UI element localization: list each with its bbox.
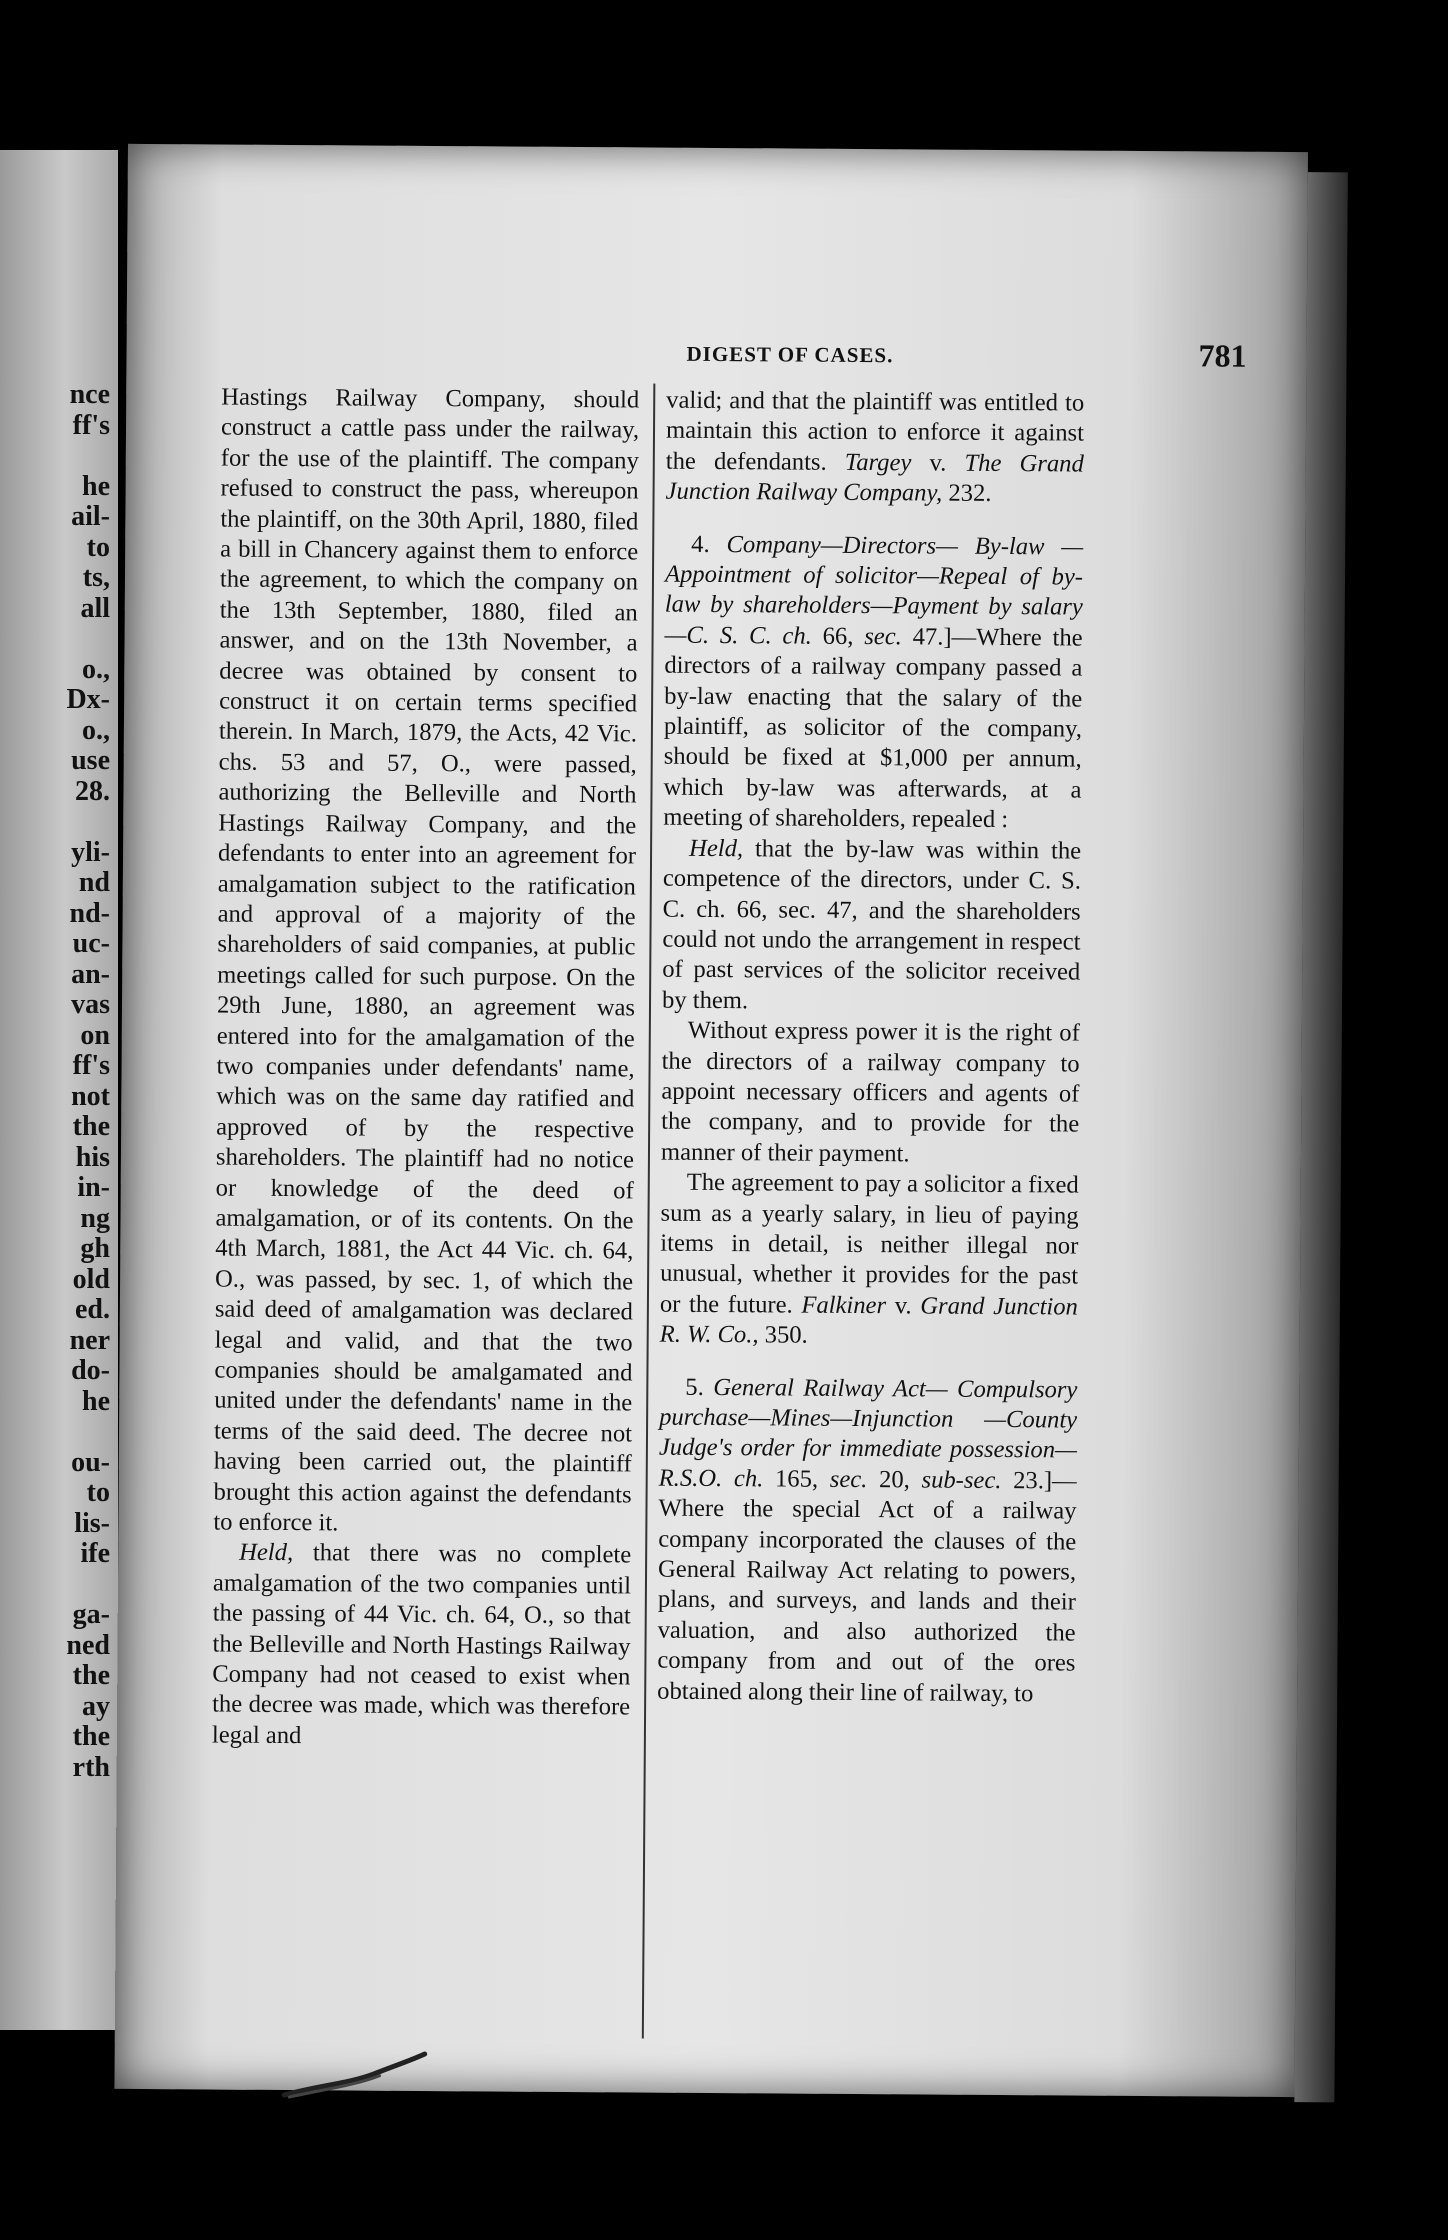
- section-4-heading: [663, 529, 1083, 836]
- facing-page-line: ner: [69, 1324, 110, 1356]
- held-label: Held,: [689, 834, 744, 862]
- case-name: The Grand Junction Railway Company,: [665, 449, 1084, 507]
- versus: v.: [885, 1291, 921, 1320]
- facing-page-line: o.,: [82, 714, 110, 746]
- case-name: Falkiner: [801, 1291, 887, 1319]
- facing-page-line: old: [72, 1263, 110, 1295]
- page-edge: [1294, 172, 1347, 2102]
- facing-page-line: vas: [71, 989, 110, 1020]
- section-number: 5.: [685, 1373, 714, 1401]
- facing-page-line: nce: [69, 379, 110, 410]
- facing-page-line: nd-: [69, 897, 110, 929]
- versus: v.: [911, 449, 965, 477]
- facing-page-line: not: [71, 1080, 110, 1112]
- facing-page-line: use: [71, 745, 110, 776]
- held-paragraph: [212, 1538, 631, 1754]
- facing-page-line: he: [82, 1385, 110, 1417]
- facing-page-line: his: [75, 1141, 110, 1173]
- column-divider: [642, 384, 656, 2039]
- facing-page-line: ife: [80, 1538, 110, 1569]
- facing-page-line: to: [86, 531, 110, 563]
- facing-page-line: nd: [78, 867, 110, 898]
- section-4-paragraph: [660, 1168, 1079, 1353]
- facing-page-line: ned: [66, 1629, 110, 1661]
- case-page: 350.: [758, 1321, 808, 1349]
- facing-page-line: the: [72, 1721, 110, 1752]
- facing-page-line: gh: [80, 1233, 110, 1264]
- left-column-paragraph: Hastings Railway Company, should construct a cattle pass under the railway, for the use of the plaintiff. The company refused to construct the pass, whereupon the plaintiff, on the 30th April, 1880, filed a bill in Chancery against them to enforce the agreement, to which the company on the 13th September, 1880, filed an answer, and on the 13th November, a decree was obtained by consent to construct it on certain terms specified therein. In March, 1879, the Acts, 42 Vic. chs. 53 and 57, O., were passed, authorizing the Belleville and North Hastings Railway Company, and the defendants to enter into an agreement for amalgamation subject to the ratification and approval of a majority of the shareholders of said companies, at public meetings called for such purpose. On the 29th June, 1880, an agreement was entered into for the amalgamation of the two companies under defendants' name, which was on the same day ratified and approved of by the respective shareholders. The plaintiff had no notice or knowledge of the deed of amalgamation, or of its contents. On the 4th March, 1881, the Act 44 Vic. ch. 64, O., was passed, by sec. 1, of which the said deed of amalgamation was declared legal and valid, and that the two companies should be amalgamated and united under the defendants' name in the terms of the said deed. The decree not having been carried out, the plaintiff brought this action against the defendants to enforce it.: [213, 383, 640, 1537]
- statute-ref: 23.]: [1001, 1466, 1053, 1495]
- facing-page-line: the: [72, 1660, 110, 1691]
- section-4-held: [662, 833, 1081, 1018]
- facing-page-line: on: [80, 1019, 110, 1051]
- continuation-paragraph: [665, 386, 1084, 511]
- sec-label: sec.: [864, 622, 902, 651]
- statute-ref: 20,: [867, 1465, 922, 1494]
- facing-page-line: uc-: [72, 928, 110, 959]
- section-text: —Where the directors of a railway company passed a by-law enacting that the salary of the plaintiff, as solicitor of the company, should be fixed at $1,000 per annum, which by-law was afterwards, at a meeting of shareholders, repealed :: [663, 623, 1083, 834]
- right-column: [657, 386, 1084, 1710]
- continuation-text: valid; and that the plaintiff was entitled to maintain this action to enforce it against the defendants.: [665, 386, 1085, 476]
- page-number: 781: [1198, 337, 1247, 374]
- facing-page-line: ou-: [71, 1446, 110, 1478]
- held-text: that the by-law was within the competence of the directors, under C. S. C. ch. 66, sec. 47, and the shareholders could not undo the arrangement in respect of past services of the solicitor received by them.: [661, 834, 1082, 1014]
- facing-page-line: rth: [72, 1751, 110, 1783]
- facing-page-line: ff's: [72, 1050, 110, 1081]
- section-headnote: General Railway Act— Compulsory purchase—Mines—Injunction —County Judge's order for immediate possession—R.S.O. ch.: [658, 1373, 1078, 1493]
- facing-page-line: ng: [80, 1202, 110, 1234]
- facing-page-line: ed.: [75, 1294, 110, 1325]
- facing-page-line: the: [72, 1111, 110, 1142]
- facing-page-line: he: [82, 470, 110, 502]
- case-name: Targey: [844, 448, 912, 477]
- facing-page-line: 28.: [75, 775, 110, 807]
- statute-ref: 47.]: [901, 623, 952, 651]
- book-page: [114, 144, 1308, 2097]
- held-label: Held,: [239, 1539, 294, 1567]
- section-headnote: Company—Directors— By-law —Appointment of solicitor—Repeal of by-law by shareholders—Payment by salary—C. S. C. ch.: [664, 530, 1084, 650]
- case-name: Grand Junction R. W. Co.,: [659, 1292, 1079, 1349]
- pencil-mark: [279, 2045, 429, 2106]
- facing-page-line: to: [86, 1477, 110, 1508]
- facing-page-line: all: [80, 592, 110, 624]
- facing-page-line: do-: [71, 1355, 110, 1386]
- page-header: [566, 333, 1266, 378]
- section-5-heading: [657, 1372, 1077, 1709]
- statute-ref: 165,: [763, 1465, 830, 1493]
- running-title: DIGEST OF CASES.: [686, 341, 894, 368]
- facing-page-line: o.,: [82, 653, 110, 685]
- facing-page-line: ts,: [82, 562, 110, 593]
- facing-page-line: lis-: [74, 1507, 110, 1539]
- sec-label: sec.: [829, 1465, 868, 1493]
- subsec-label: sub-sec.: [921, 1466, 1002, 1494]
- section-text: —Where the special Act of a railway company incorporated the clauses of the General Railway Act relating to powers, plans, and surveys, and lands and their valuation, and also authorized the company from and out of the ores obtained along their line of railway, to: [657, 1467, 1077, 1707]
- statute-ref: 66,: [811, 622, 865, 650]
- facing-page-line: ay: [82, 1690, 110, 1722]
- case-page: 232.: [942, 479, 992, 508]
- facing-page-line: Dx-: [66, 684, 110, 715]
- facing-page-line: ff's: [72, 409, 110, 441]
- section-text: The agreement to pay a solicitor a fixed sum as a yearly salary, in lieu of paying items in detail, is neither illegal nor unusual, whether it provides for the past or the future.: [659, 1168, 1079, 1319]
- left-column: [212, 383, 640, 1754]
- facing-page-line: an-: [71, 958, 110, 990]
- section-4-paragraph: Without express power it is the right of the directors of a railway company to appoint necessary officers and agents of the company, and to provide for the manner of their payment.: [660, 1016, 1080, 1168]
- facing-page-line: ail-: [71, 501, 110, 532]
- section-number: 4.: [691, 530, 727, 558]
- facing-page-line: ga-: [72, 1599, 110, 1630]
- facing-page-line: in-: [77, 1172, 110, 1203]
- facing-page-fragment: [0, 150, 118, 2030]
- held-text: that there was no complete amalgamation of the two companies until the passing of 44 Vic. ch. 64, O., so that the Belleville and North Hastings Railway Company had not ceased to exist when the decree was made, which was therefore legal and: [211, 1539, 632, 1750]
- facing-page-line: yli-: [71, 836, 110, 868]
